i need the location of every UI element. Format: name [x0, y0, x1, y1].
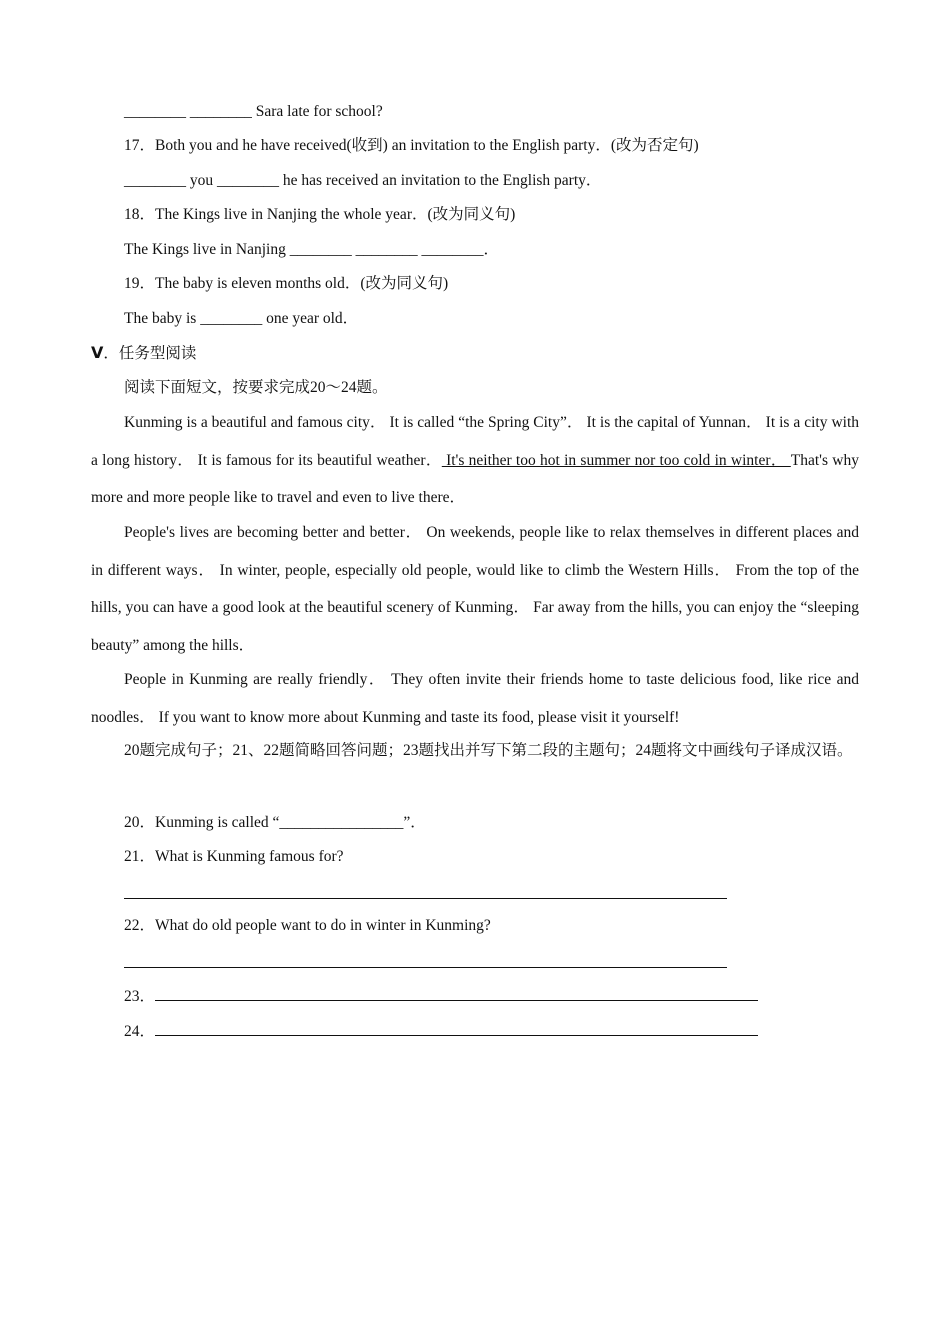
- section-title: ．任务型阅读: [103, 345, 197, 362]
- q17-answer-line: ________ you ________ he has received an invitation to the English party．: [124, 172, 602, 189]
- q21-answer-line[interactable]: [124, 898, 727, 899]
- q18-prompt: 18．The Kings live in Nanjing the whole year．(改为同义句): [124, 206, 516, 223]
- q24-answer-line[interactable]: [155, 1020, 758, 1036]
- q23-answer-line[interactable]: [155, 985, 758, 1001]
- q20-prompt: 20．Kunming is called “________________”．: [124, 814, 426, 831]
- q24-number: 24．: [124, 1023, 156, 1040]
- task-instruction: 20题完成句子；21、22题简略回答问题；23题找出并写下第二段的主题句；24题将文中画线句子译成汉语。: [124, 742, 853, 759]
- passage-paragraph-2: People's lives are becoming better and better． On weekends, people like to relax themselves in different places and in different ways． In winter, people, especially old people, would like to climb the Western Hills． From the top of the hills, you can have a good look at the beautiful scenery of Kunming． Far away from the hills, you can enjoy the “sleeping beauty” among the hills．: [91, 524, 859, 654]
- q21-prompt: 21．What is Kunming famous for?: [124, 848, 344, 865]
- p1-tail: That's why more and more people like to travel and even to live there．: [91, 451, 859, 506]
- q23-row: [124, 985, 758, 1007]
- p1-text: Kunming is a beautiful and famous city． It is called “the Spring City”． It is the capital of Yunnan． It is a city with a long history． It is famous for its beautiful weather．: [91, 414, 859, 469]
- section-instruction: 阅读下面短文，按要求完成20～24题。: [124, 379, 388, 396]
- q24-row: [124, 1020, 758, 1042]
- q22-prompt: 22．What do old people want to do in winter in Kunming?: [124, 917, 491, 934]
- q19-answer-line: The baby is ________ one year old．: [124, 310, 359, 327]
- passage-paragraph-3: People in Kunming are really friendly． They often invite their friends home to taste delicious food, like rice and noodles． If you want to know more about Kunming and taste its food, please visit it yourself!: [91, 671, 859, 726]
- q23-number: 23．: [124, 988, 156, 1005]
- q19-prompt: 19．The baby is eleven months old．(改为同义句): [124, 275, 449, 292]
- q22-answer-line[interactable]: [124, 967, 727, 968]
- passage-paragraph-1: [91, 404, 859, 517]
- q18-answer-line: The Kings live in Nanjing ________ ________ ________．: [124, 241, 499, 258]
- q17-prompt: 17．Both you and he have received(收到) an invitation to the English party．(改为否定句): [124, 137, 699, 154]
- section-heading: [91, 343, 196, 364]
- section-number: V: [91, 343, 104, 362]
- underlined-sentence: It's neither too hot in summer nor too cold in winter．: [441, 451, 791, 469]
- q16-answer-line: ________ ________ Sara late for school?: [124, 103, 383, 120]
